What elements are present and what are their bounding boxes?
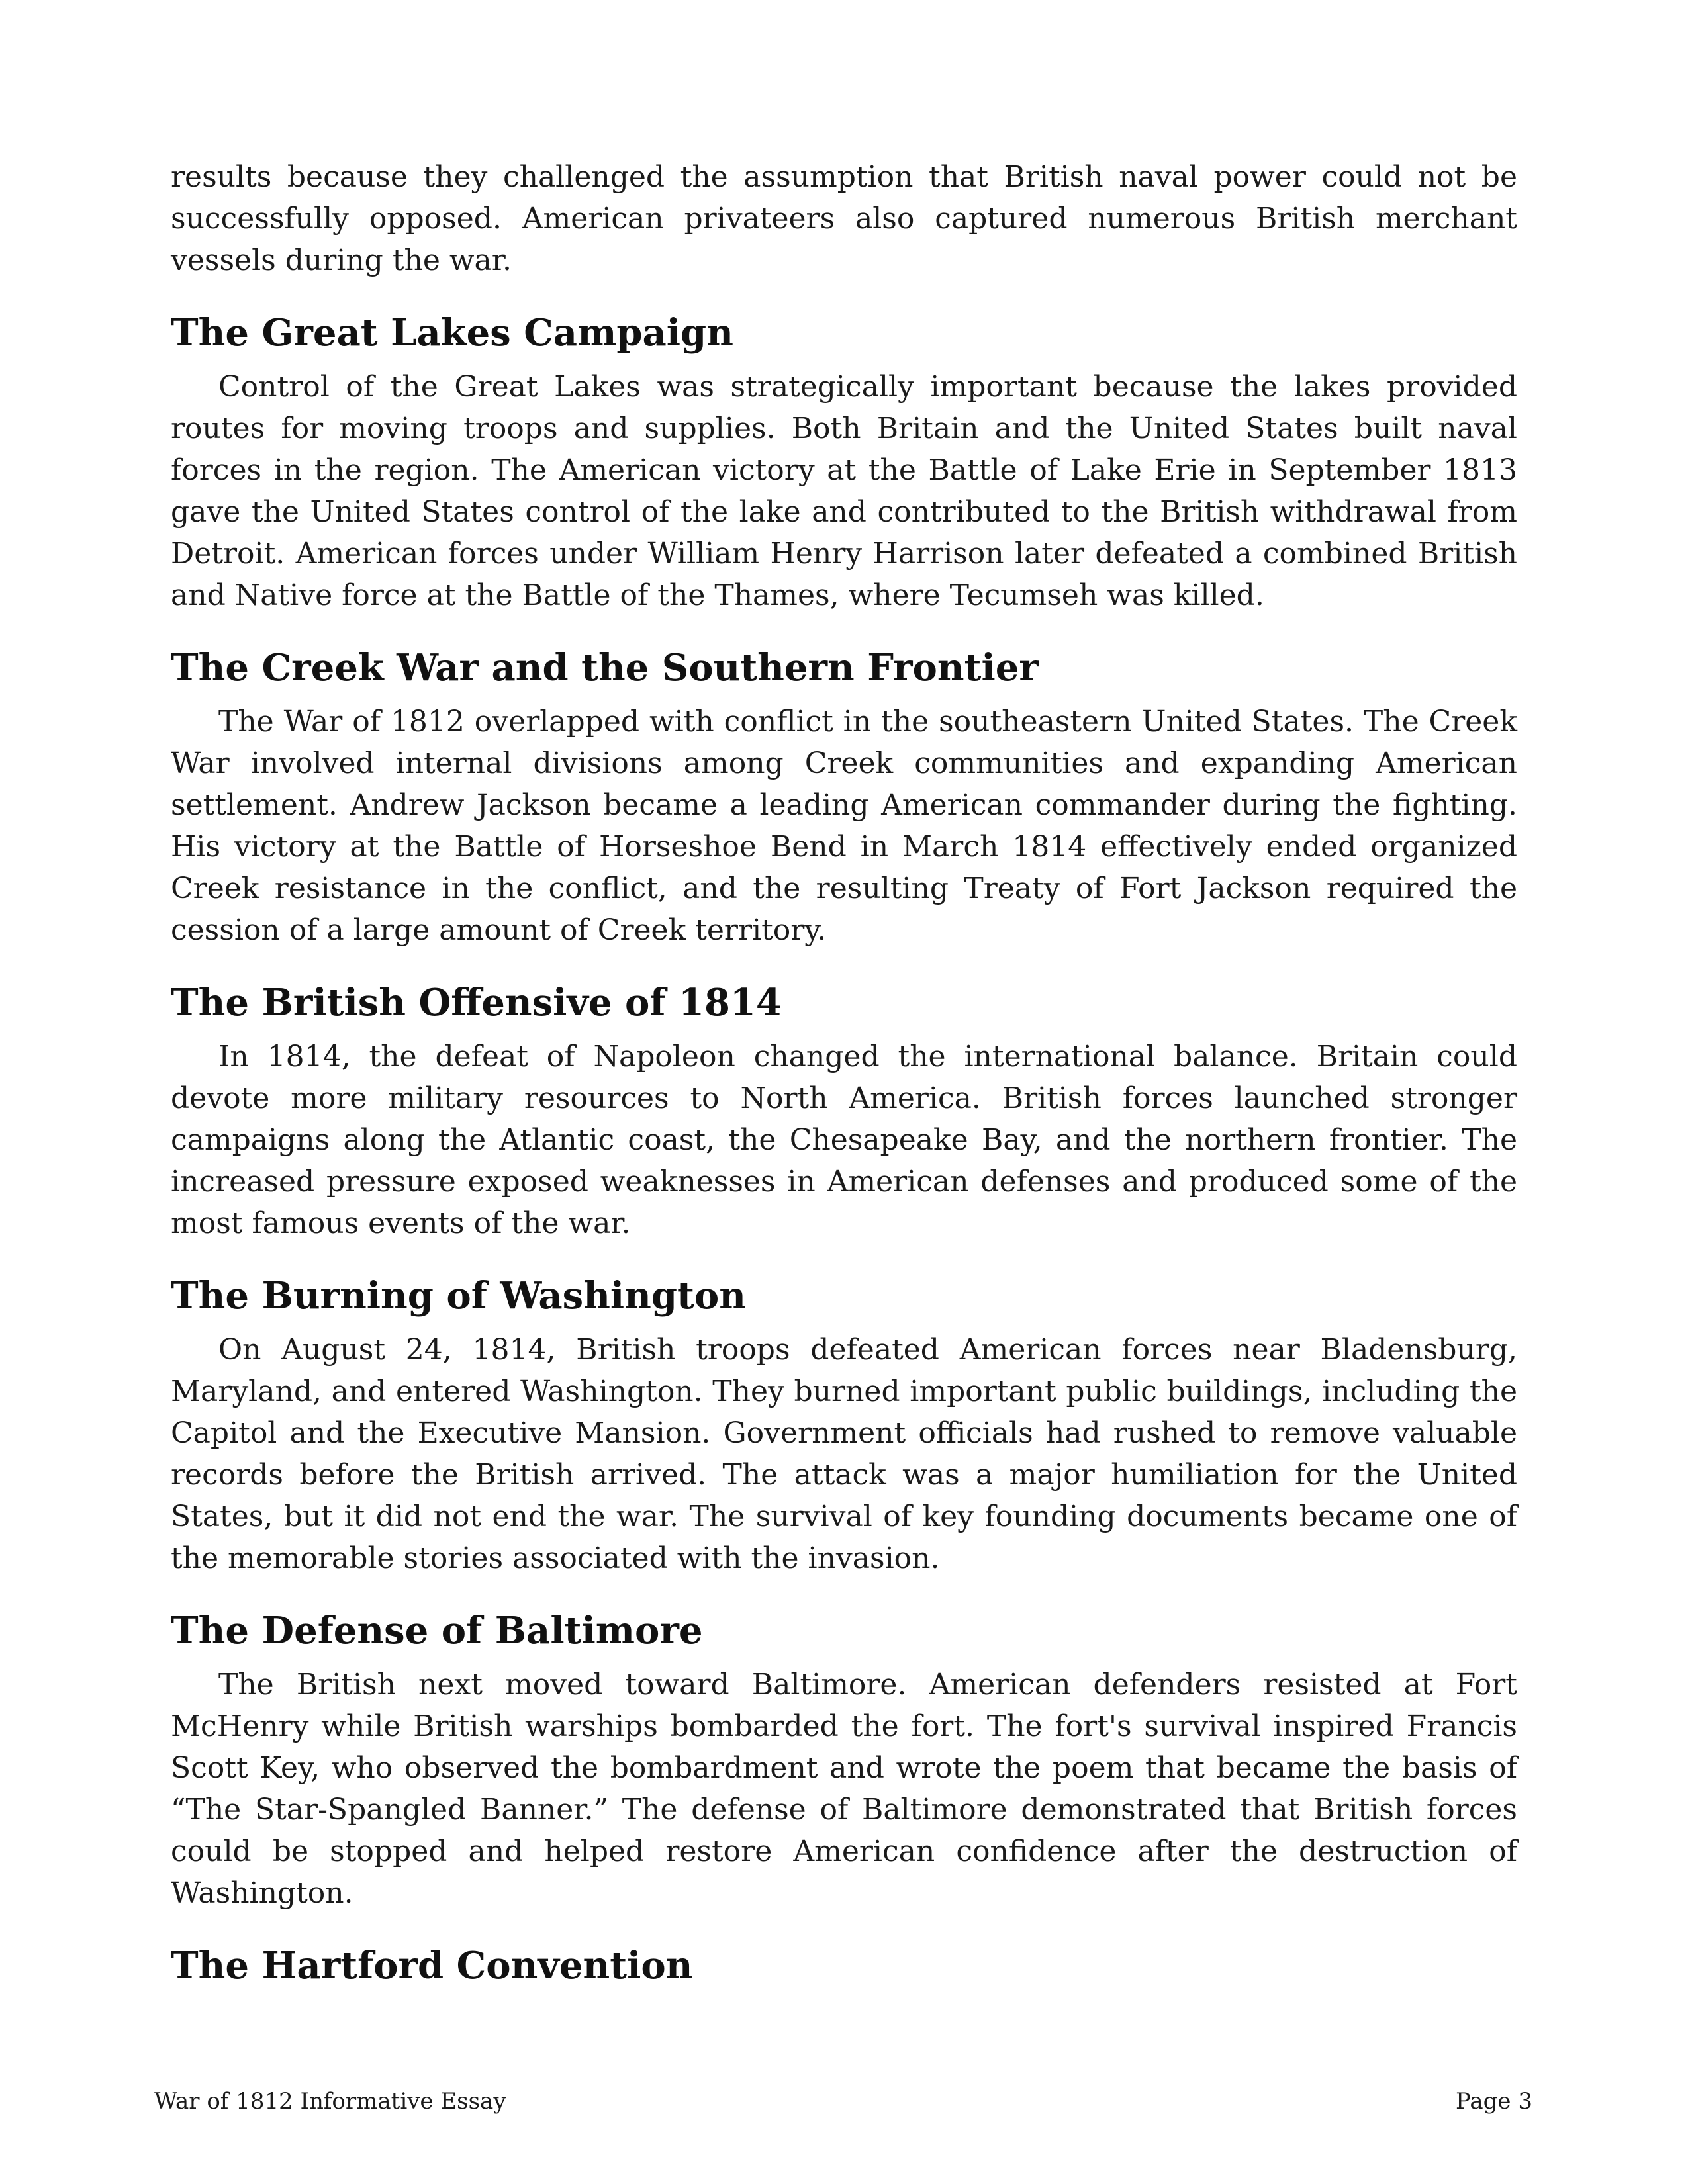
section-heading-burning-of-washington: The Burning of Washington (171, 1274, 746, 1318)
footer-page-number: Page 3 (1456, 2088, 1532, 2115)
document-body (171, 156, 1517, 1999)
section-heading-defense-of-baltimore: The Defense of Baltimore (171, 1609, 703, 1653)
continued-paragraph: results because they challenged the assumption that British naval power could not be successfully opposed. American privateers also captured numerous British merchant vessels during the war. (171, 160, 1517, 277)
section-paragraph-burning-of-washington: On August 24, 1814, British troops defeated American forces near Bladensburg, Maryland, and entered Washington. They burned important public buildings, including the Capitol and the Executive Mansion. Government officials had rushed to remove valuable records before the British arrived. The attack was a major humiliation for the United States, but it did not end the war. The survival of key founding documents became one of the memorable stories associated with the invasion. (171, 1333, 1517, 1575)
section-heading-british-offensive-1814: The British Offensive of 1814 (171, 981, 782, 1024)
section-paragraph-defense-of-baltimore: The British next moved toward Baltimore. American defenders resisted at Fort McHenry while British warships bombarded the fort. The fort's survival inspired Francis Scott Key, who observed the bombardment and wrote the poem that became the basis of “The Star-Spangled Banner.” The defense of Baltimore demonstrated that British forces could be stopped and helped restore American confidence after the destruction of Washington. (171, 1668, 1517, 1910)
section-paragraph-great-lakes-campaign: Control of the Great Lakes was strategically important because the lakes provided routes for moving troops and supplies. Both Britain and the United States built naval forces in the region. The American victory at the Battle of Lake Erie in September 1813 gave the United States control of the lake and contributed to the British withdrawal from Detroit. American forces under William Henry Harrison later defeated a combined British and Native force at the Battle of the Thames, where Tecumseh was killed. (171, 370, 1517, 612)
section-heading-great-lakes-campaign: The Great Lakes Campaign (171, 311, 733, 355)
section-heading-hartford-convention: The Hartford Convention (171, 1944, 693, 1987)
section-paragraph-british-offensive-1814: In 1814, the defeat of Napoleon changed the international balance. Britain could devote more military resources to North America. British forces launched stronger campaigns along the Atlantic coast, the Chesapeake Bay, and the northern frontier. The increased pressure exposed weaknesses in American defenses and produced some of the most famous events of the war. (171, 1040, 1517, 1240)
section-paragraph-creek-war: The War of 1812 overlapped with conflict in the southeastern United States. The Creek War involved internal divisions among Creek communities and expanding American settlement. Andrew Jackson became a leading American commander during the fighting. His victory at the Battle of Horseshoe Bend in March 1814 effectively ended organized Creek resistance in the conflict, and the resulting Treaty of Fort Jackson required the cession of a large amount of Creek territory. (171, 705, 1517, 947)
section-heading-creek-war: The Creek War and the Southern Frontier (171, 646, 1039, 690)
footer-document-title: War of 1812 Informative Essay (154, 2088, 506, 2115)
